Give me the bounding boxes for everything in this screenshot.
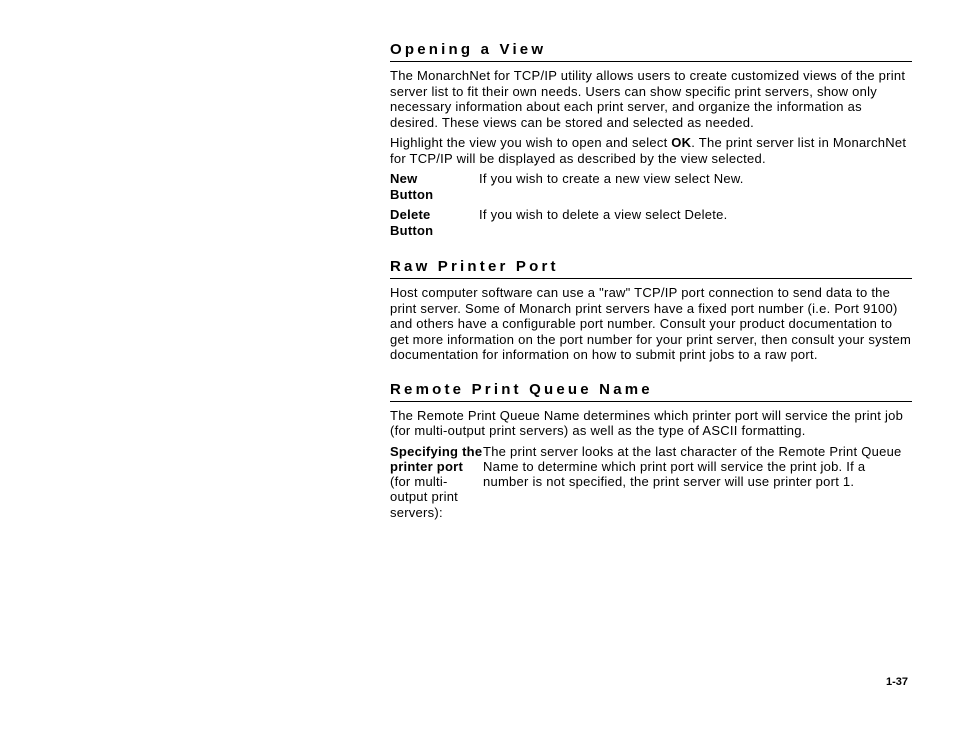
- term-line: Delete: [390, 207, 431, 222]
- term-line: Button: [390, 187, 434, 202]
- section-heading: Remote Print Queue Name: [390, 380, 912, 402]
- section-raw-printer-port: [390, 257, 912, 363]
- text-span: Highlight the view you wish to open and select: [390, 135, 672, 150]
- section-heading: Opening a View: [390, 40, 912, 62]
- definition-desc: The print server looks at the last character of the Remote Print Queue Name to determine which print port will service the print job. If a number is not specified, the print server will use printer port 1.: [483, 443, 902, 490]
- paragraph: The Remote Print Queue Name determines which printer port will service the print job (for multi-output print servers) as well as the type of ASCII formatting.: [390, 407, 904, 438]
- definition-term: [390, 444, 483, 520]
- section-heading: Raw Printer Port: [390, 257, 912, 279]
- paragraph: The MonarchNet for TCP/IP utility allows users to create customized views of the print server list to fit their own needs. Users can show specific print servers, show only necessary information about each print server, and organize the information as desired. These views can be stored and selected as needed.: [390, 68, 906, 130]
- page-number: 1-37: [886, 676, 909, 688]
- definition-delete-button: [390, 207, 912, 239]
- term-bold: Specifying the printer port: [390, 443, 483, 474]
- section-remote-print-queue-name: [390, 380, 912, 520]
- page-content: [390, 40, 912, 520]
- definition-term: [390, 207, 479, 239]
- term-line: Button: [390, 223, 434, 238]
- term-line: New: [390, 171, 418, 186]
- ok-keyword: OK: [671, 135, 692, 150]
- definition-desc: If you wish to create a new view select New.: [479, 171, 744, 186]
- definition-specifying-printer-port: [390, 444, 912, 520]
- text-span: . The print server list in MonarchNet for TCP/IP will be displayed as described by the view selected.: [390, 135, 907, 166]
- definition-desc: If you wish to delete a view select Delete.: [479, 207, 728, 222]
- section-opening-a-view: [390, 40, 912, 239]
- paragraph: Host computer software can use a "raw" TCP/IP port connection to send data to the print server. Some of Monarch print servers have a fixed port number (i.e. Port 9100) and others have a configurable port number. Consult your product documentation to get more information on the port number for your print server, then consult your system documentation for information on how to submit print jobs to a raw port.: [390, 285, 912, 362]
- term-rest: (for multi-output print servers):: [390, 474, 459, 520]
- definition-term: [390, 171, 479, 203]
- definition-new-button: [390, 171, 912, 203]
- paragraph: [390, 135, 912, 166]
